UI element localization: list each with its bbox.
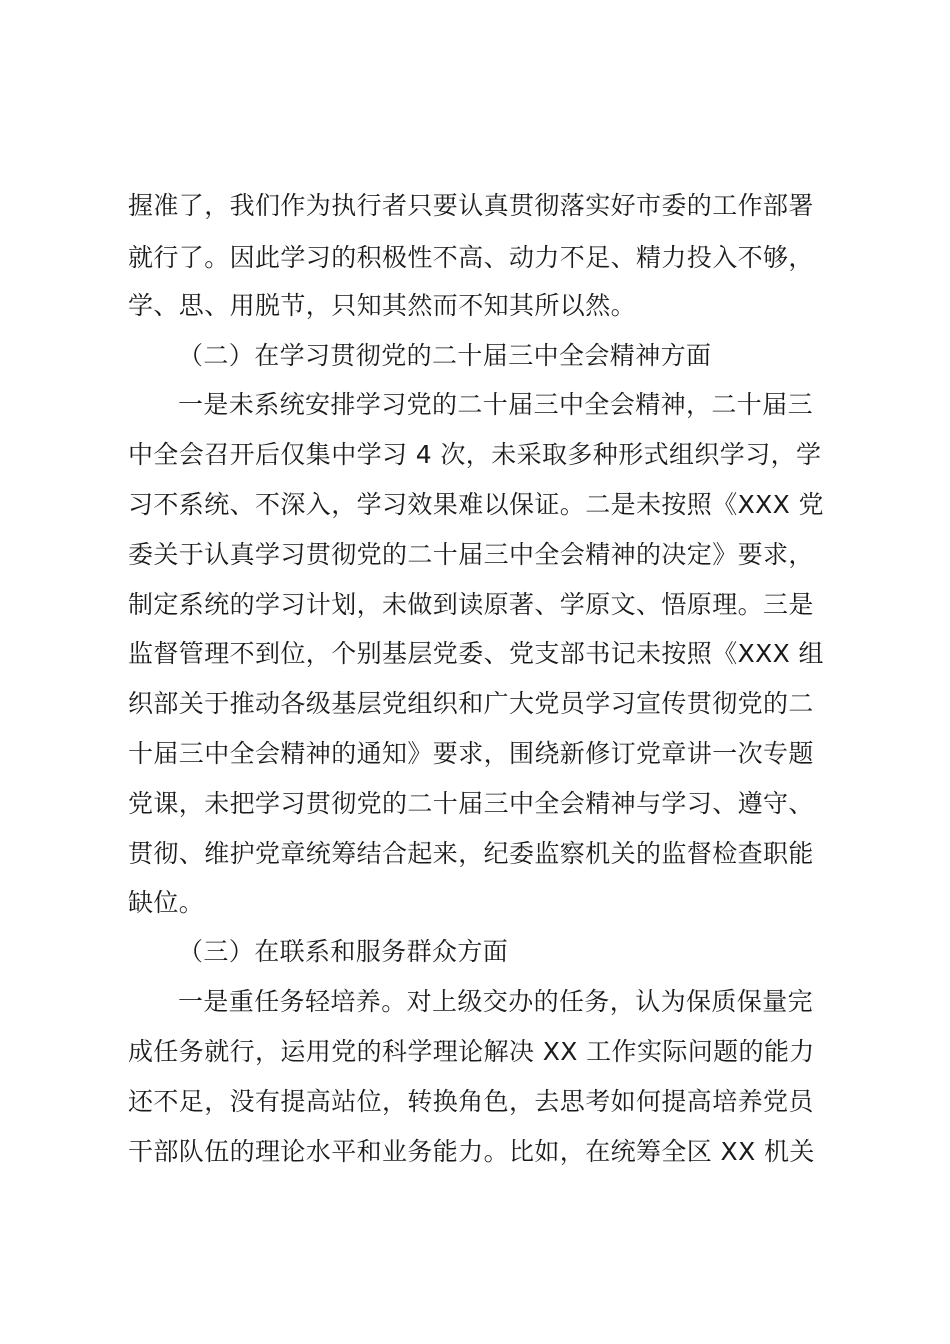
paragraph-line: 握准了，我们作为执行者只要认真贯彻落实好市委的工作部署 — [128, 191, 814, 220]
paragraph-line: 贯彻、维护党章统筹结合起来，纪委监察机关的监督检查职能 — [128, 839, 814, 868]
paragraph-line: 十届三中全会精神的通知》要求，围绕新修订党章讲一次专题 — [128, 739, 814, 768]
paragraph-line: 学、思、用脱节，只知其然而不知其所以然。 — [128, 291, 637, 320]
paragraph-line: 一是未系统安排学习党的二十届三中全会精神，二十届三 — [178, 390, 814, 419]
paragraph-line: 缺位。 — [128, 888, 205, 917]
paragraph-line: 委关于认真学习贯彻党的二十届三中全会精神的决定》要求， — [128, 540, 814, 569]
paragraph-line: 监督管理不到位，个别基层党委、党支部书记未按照《XXX 组 — [128, 639, 824, 668]
section-heading: （二）在学习贯彻党的二十届三中全会精神方面 — [178, 341, 712, 370]
paragraph-line: 还不足，没有提高站位，转换角色，去思考如何提高培养党员 — [128, 1087, 814, 1116]
paragraph-line: 织部关于推动各级基层党组织和广大党员学习宣传贯彻党的二 — [128, 689, 814, 718]
paragraph-line: 制定系统的学习计划，未做到读原著、学原文、悟原理。三是 — [128, 590, 814, 619]
paragraph-line: 党课，未把学习贯彻党的二十届三中全会精神与学习、遵守、 — [128, 789, 814, 818]
paragraph-line: 就行了。因此学习的积极性不高、动力不足、精力投入不够， — [128, 243, 814, 272]
paragraph-line: 习不系统、不深入，学习效果难以保证。二是未按照《XXX 党 — [128, 490, 824, 519]
paragraph-line: 干部队伍的理论水平和业务能力。比如，在统筹全区 XX 机关 — [128, 1137, 815, 1166]
section-heading: （三）在联系和服务群众方面 — [178, 937, 509, 966]
paragraph-line: 一是重任务轻培养。对上级交办的任务，认为保质保量完 — [178, 987, 814, 1016]
paragraph-line: 中全会召开后仅集中学习 4 次，未采取多种形式组织学习，学 — [128, 440, 822, 469]
paragraph-line: 成任务就行，运用党的科学理论解决 XX 工作实际问题的能力 — [128, 1037, 815, 1066]
